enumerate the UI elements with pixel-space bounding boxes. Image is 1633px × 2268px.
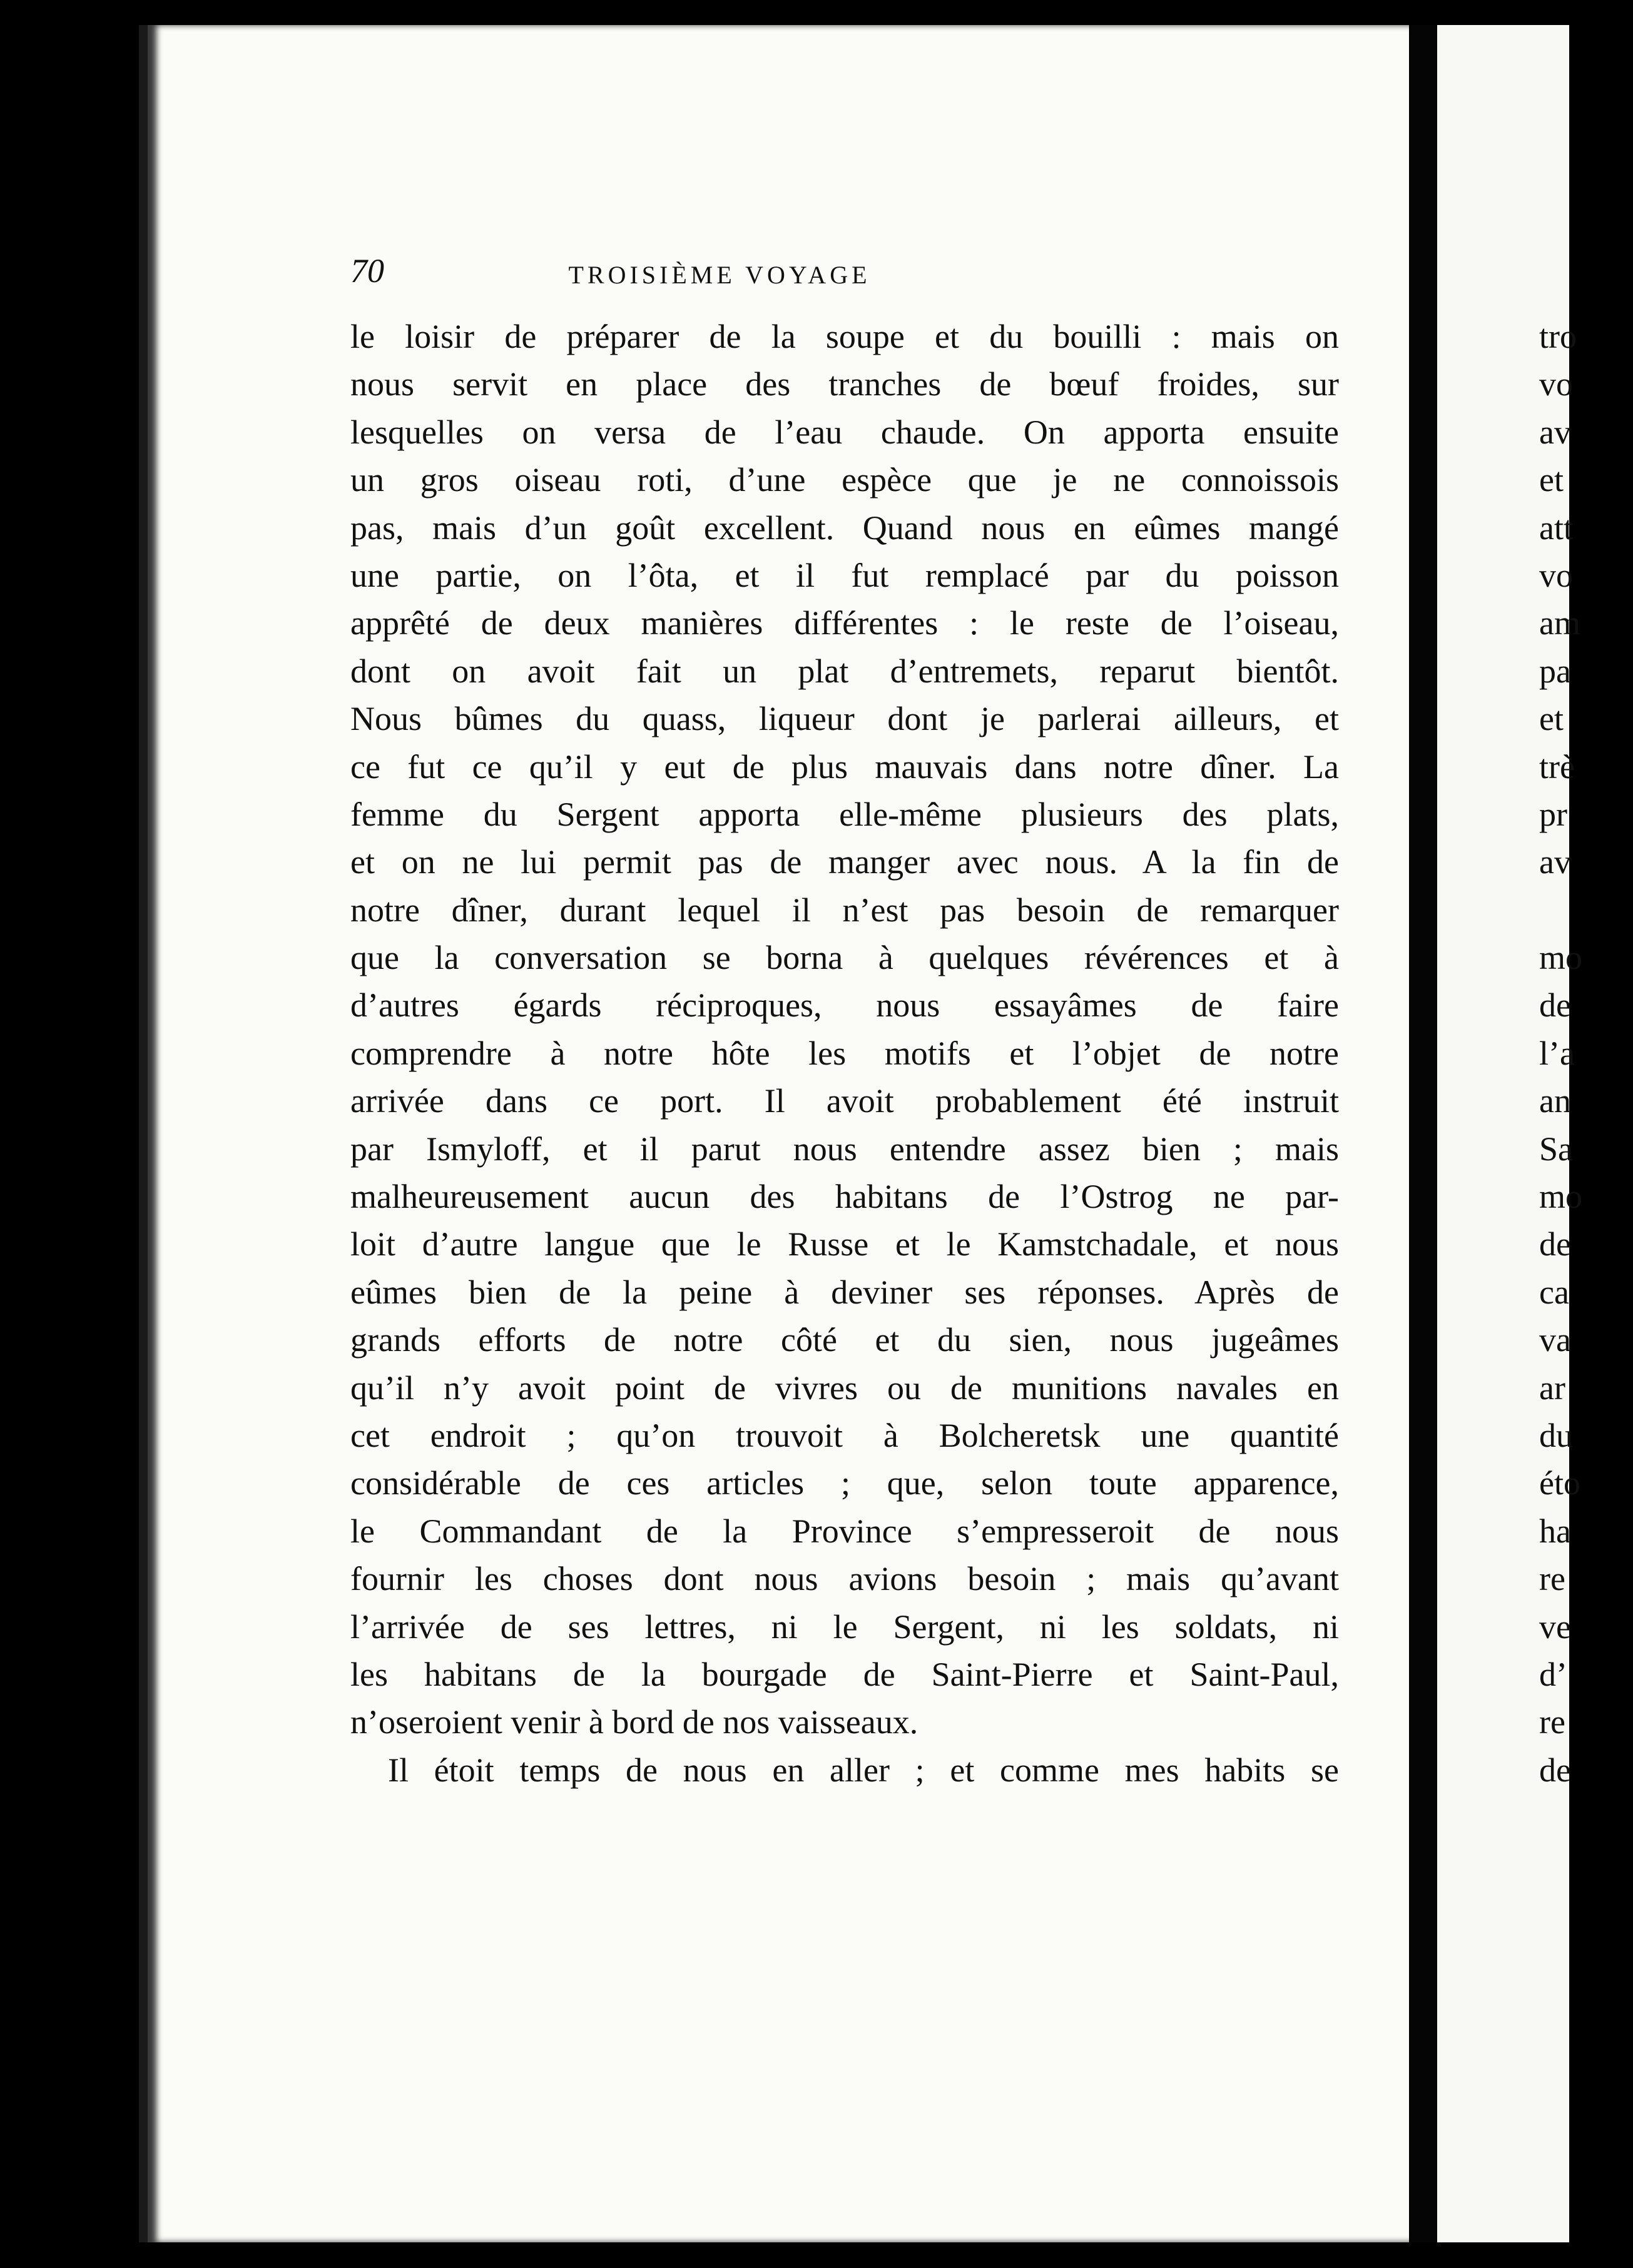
text-line: un gros oiseau roti, d’une espèce que je ne connoissois xyxy=(350,461,1339,499)
facing-fragment: att xyxy=(1539,509,1573,547)
text-line: une partie, on l’ôta, et il fut remplacé par du poisson xyxy=(350,556,1339,594)
facing-fragment: l’a xyxy=(1539,1034,1575,1072)
facing-fragment: pr xyxy=(1539,795,1567,833)
facing-fragment: av xyxy=(1539,413,1571,451)
text-line: et on ne lui permit pas de manger avec nous. A la fin de xyxy=(350,843,1339,881)
text-line: ce fut ce qu’il y eut de plus mauvais dans notre dîner. La xyxy=(350,747,1339,786)
facing-fragment: et xyxy=(1539,461,1564,499)
text-line: lesquelles on versa de l’eau chaude. On apporta ensuite xyxy=(350,413,1339,451)
page-number: 70 xyxy=(350,252,384,290)
text-line: dont on avoit fait un plat d’entremets, reparut bientôt. xyxy=(350,652,1339,690)
facing-fragment: ar xyxy=(1539,1369,1565,1407)
facing-fragment: am xyxy=(1539,604,1580,642)
facing-fragment: et xyxy=(1539,700,1564,738)
facing-fragment: re xyxy=(1539,1560,1565,1598)
facing-fragment: ca xyxy=(1539,1273,1569,1311)
body-text xyxy=(350,313,1339,1794)
text-line: nous servit en place des tranches de bœuf froides, sur xyxy=(350,365,1339,403)
facing-fragment: ve xyxy=(1539,1607,1571,1646)
chapter-title: TROISIÈME VOYAGE xyxy=(568,261,871,289)
facing-fragment: de xyxy=(1539,986,1571,1025)
text-line: loit d’autre langue que le Russe et le Kamstchadale, et nous xyxy=(350,1225,1339,1263)
facing-page-fragments xyxy=(1539,313,1633,1794)
text-line: pas, mais d’un goût excellent. Quand nous en eûmes mangé xyxy=(350,509,1339,547)
facing-fragment: mo xyxy=(1539,1178,1583,1216)
facing-fragment: re xyxy=(1539,1703,1565,1741)
text-line: apprêté de deux manières différentes : le reste de l’oiseau, xyxy=(350,604,1339,642)
facing-fragment: éto xyxy=(1539,1464,1580,1502)
facing-fragment: mo xyxy=(1539,939,1583,977)
text-line: d’autres égards réciproques, nous essayâmes de faire xyxy=(350,986,1339,1025)
facing-fragment: de xyxy=(1539,1225,1571,1263)
text-line: le loisir de préparer de la soupe et du bouilli : mais on xyxy=(350,318,1339,355)
text-line: l’arrivée de ses lettres, ni le Sergent, ni les soldats, ni xyxy=(350,1607,1339,1646)
facing-fragment: trè xyxy=(1539,747,1575,786)
text-line: considérable de ces articles ; que, selon toute apparence, xyxy=(350,1464,1339,1502)
text-line: les habitans de la bourgade de Saint-Pierre et Saint-Paul, xyxy=(350,1655,1339,1693)
facing-fragment: d’ xyxy=(1539,1655,1567,1693)
text-line: malheureusement aucun des habitans de l’Ostrog ne par- xyxy=(350,1178,1339,1216)
text-line: femme du Sergent apporta elle-même plusieurs des plats, xyxy=(350,795,1339,833)
text-line: n’oseroient venir à bord de nos vaisseaux. xyxy=(350,1703,918,1741)
facing-fragment: an xyxy=(1539,1082,1571,1120)
text-line: par Ismyloff, et il parut nous entendre assez bien ; mais xyxy=(350,1130,1339,1168)
text-line: comprendre à notre hôte les motifs et l’objet de notre xyxy=(350,1034,1339,1072)
text-line: eûmes bien de la peine à deviner ses réponses. Après de xyxy=(350,1273,1339,1311)
text-line: cet endroit ; qu’on trouvoit à Bolcheretsk une quantité xyxy=(350,1416,1339,1454)
text-line: que la conversation se borna à quelques révérences et à xyxy=(350,939,1339,977)
facing-fragment: vo xyxy=(1539,365,1573,403)
text-line: le Commandant de la Province s’empresseroit de nous xyxy=(350,1512,1339,1550)
text-line: Nous bûmes du quass, liqueur dont je parlerai ailleurs, et xyxy=(350,700,1339,738)
running-header xyxy=(350,251,1089,301)
facing-fragment: du xyxy=(1539,1416,1573,1454)
facing-fragment: Sa xyxy=(1539,1130,1573,1168)
facing-fragment xyxy=(1539,886,1633,934)
text-line: grands efforts de notre côté et du sien, nous jugeâmes xyxy=(350,1321,1339,1359)
facing-fragment: de xyxy=(1539,1751,1571,1789)
facing-fragment: pa xyxy=(1539,652,1571,690)
facing-fragment: tro xyxy=(1539,318,1577,355)
book-gutter xyxy=(1409,25,1437,2242)
text-line: arrivée dans ce port. Il avoit probablement été instruit xyxy=(350,1082,1339,1120)
facing-fragment: ha xyxy=(1539,1512,1571,1550)
facing-fragment: av xyxy=(1539,843,1571,881)
text-line: fournir les choses dont nous avions besoin ; mais qu’avant xyxy=(350,1560,1339,1598)
text-line: notre dîner, durant lequel il n’est pas besoin de remarquer xyxy=(350,891,1339,929)
facing-fragment: vo xyxy=(1539,556,1573,594)
text-line: Il étoit temps de nous en aller ; et comme mes habits se xyxy=(388,1751,1339,1789)
facing-fragment: va xyxy=(1539,1321,1571,1359)
text-line: qu’il n’y avoit point de vivres ou de munitions navales en xyxy=(350,1369,1339,1407)
